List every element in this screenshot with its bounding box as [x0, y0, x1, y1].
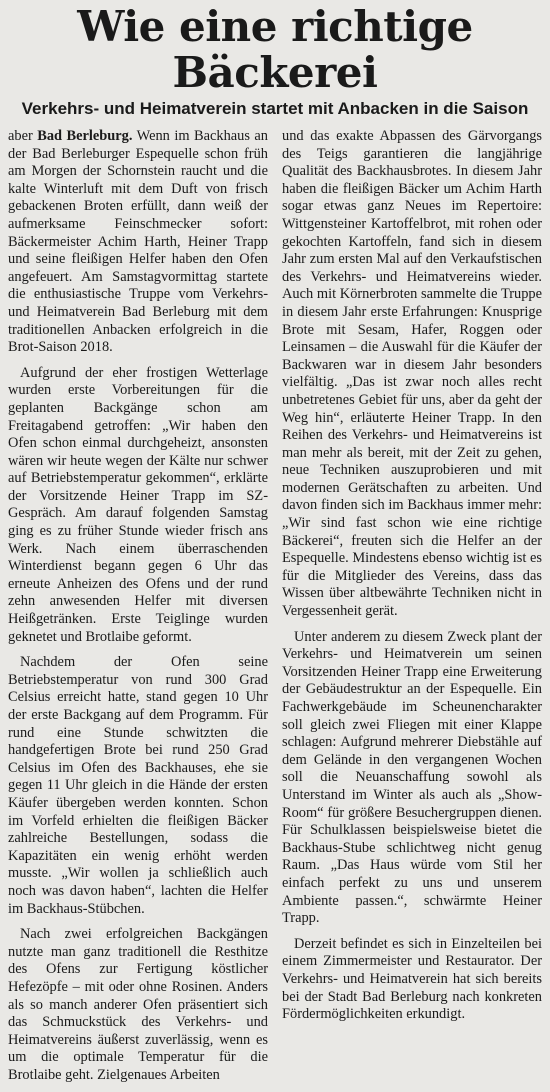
article-paragraph: Aufgrund der eher frostigen Wetterlage wurden erste Vorbereitungen für die geplanten Backgänge schon am Freitagabend getroffen: „Wir haben den Ofen schon einmal durchgeheizt, ansonsten wären wir heute wegen der Kälte nur schwer auf Betriebstemperatur gekommen“, erklärte der Vorsitzende Heiner Trapp im SZ-Gespräch. Am darauf folgenden Samstag ging es zu früher Stunde wieder frisch ans Werk. Nach einem überraschenden Winterdienst begann gegen 6 Uhr das erneute Anheizen des Ofens und der rund zehn anwesenden Helfer mit diversen Heißgetränken. Erste Teiglinge wurden geknetet und Brotlaibe geformt. — [8, 364, 268, 645]
article-paragraph: Nachdem der Ofen seine Betriebstemperatur von rund 300 Grad Celsius erreicht hatte, stand gegen 10 Uhr der erste Backgang auf dem Programm. Für rund eine Stunde schwitzten die handgefertigen Brote bei rund 250 Grad Celsius im Ofen des Backhauses, ehe sie gegen 11 Uhr gleich in die Hände der ersten Käufer übergeben werden konnten. Schon im Vorfeld erhielten die fleißigen Bäcker zahlreiche Bestellungen, sodass die Kapazitäten ein wenig erhöht werden musste. „Wir wollen ja schließlich auch noch was davon haben“, lachten die Helfer im Backhaus-Stübchen. — [8, 654, 268, 917]
article-paragraph: Nach zwei erfolgreichen Backgängen nutzte man ganz traditionell die Resthitze des Ofens zur Fertigung köstlicher Hefezöpfe – mit oder ohne Rosinen. Anders als so manch anderer Ofen präsentiert sich das Schmuckstück des Verkehrs- und Heimatvereins äußerst zuverlässig, wenn es um die optimale Temperatur für die Brotlaibe geht. Zielgenaues Arbeiten — [8, 926, 268, 1083]
article-paragraph: Unter anderem zu diesem Zweck plant der Verkehrs- und Heimatverein um seinen Vorsitzenden Heiner Trapp eine Erweiterung der Gebäudestruktur an der Espequelle. Ein Fachwerkgebäude im Scheunencharakter soll gleich zwei Fliegen mit einer Klappe schlagen: Aufgrund mehrerer Diebstähle auf dem Gelände in den vergangenen Wochen soll die Neuanschaffung sowohl als Unterstand im Winter als auch als „Show-Room“ für größere Besuchergruppen dienen. Für Schulklassen beispielsweise bietet die Backhaus-Stube schlichtweg nicht genug Raum. „Das Haus würde vom Stil her einfach perfekt zu uns und unserem Ambiente passen.“, schwärmte Heiner Trapp. — [282, 628, 542, 927]
article-column-right — [282, 128, 542, 1092]
article-headline: Wie eine richtige Bäckerei — [77, 2, 473, 97]
article-body — [8, 128, 542, 1092]
article-paragraph: und das exakte Abpassen des Gärvorgangs des Teigs garantieren die langjährige Qualität des Backhausbrotes. In diesem Jahr haben die fleißigen Bäcker um Achim Harth sogar etwas ganz Neues im Repertoire: Wittgensteiner Kartoffelbrot, mit rohen oder gekochten Kartoffeln, fand sich in diesem Jahr zum ersten Mal auf den Verkaufstischen des Verkehrs- und Heimatvereins wieder. Auch mit Körnerbroten sammelte die Truppe in diesem Jahr erste Erfahrungen: Knusprige Brote mit Sesam, Hafer, Roggen oder Leinsamen – die Auswahl für die Käufer der Backwaren war in diesem Jahr besonders vielfältig. „Das ist zwar noch alles recht unbetretenes Gebiet für uns, aber da geht der Weg hin“, erläuterte Heiner Trapp. In den Reihen des Verkehrs- und Heimatvereins ist man mehr als bereit, mit der Zeit zu gehen, neue Techniken auszuprobieren und mit modernen Gerätschaften zu arbeiten. Und davon finden sich im Backhaus immer mehr: „Wir sind fast schon wie eine richtige Bäckerei“, freuten sich die Helfer an der Espequelle. Mindestens ebenso wichtig ist es für die Mitglieder des Vereins, dass das Wissen über altbewährte Techniken nicht in Vergessenheit gerät. — [282, 128, 542, 620]
dateline-place: Bad Berleburg. — [37, 128, 133, 144]
paragraph-text: Wenn im Backhaus an der Bad Berleburger Espequelle schon früh am Morgen der Schornstein raucht und die kalte Winterluft mit dem Duft von frisch gebackenen Broten erfüllt, dann weiß der aufmerksame Feinschmecker sofort: Bäckermeister Achim Harth, Heiner Trapp und seine fleißigen Helfer haben den Ofen angefeuert. Am Samstagvormittag startete die enthusiastische Truppe vom Verkehrs- und Heimatverein Bad Berleburg mit dem traditionellen Anbacken erfolgreich in die Brot-Saison 2018. — [8, 128, 268, 356]
article-paragraph — [8, 128, 268, 357]
article-column-left — [8, 128, 268, 1092]
article-subheadline: Verkehrs- und Heimatverein startet mit Anbacken in die Saison — [21, 99, 529, 118]
dateline-prefix: aber — [8, 128, 38, 144]
article-paragraph: Derzeit befindet es sich in Einzelteilen bei einem Zimmermeister und Restaurator. Der Verkehrs- und Heimatverein hat sich bereits bei der Stadt Bad Berleburg nach konkreten Fördermöglichkeiten erkundigt. — [282, 935, 542, 1023]
